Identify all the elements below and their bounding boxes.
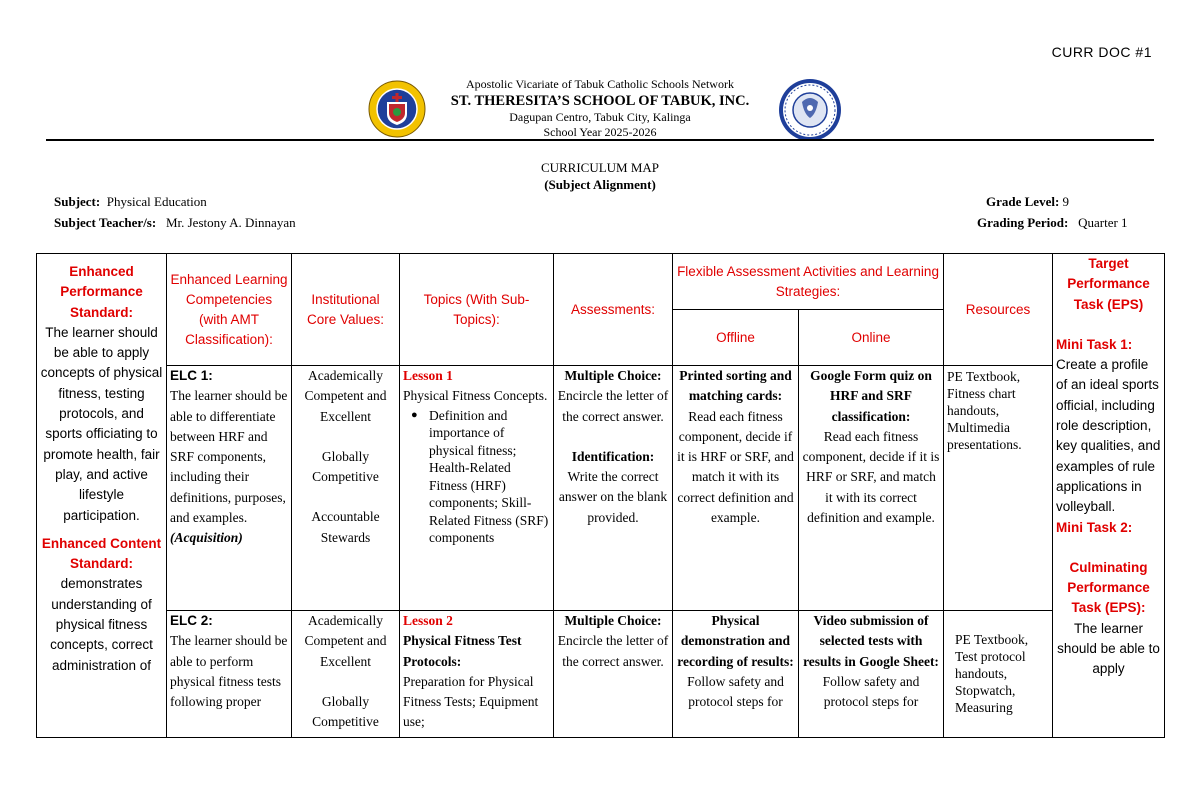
subtopic-text: Preparation for Physical Fitness Tests; Equipment use; bbox=[403, 673, 539, 730]
offline-cell bbox=[673, 366, 799, 611]
topic-title: Physical Fitness Test Protocols: bbox=[403, 633, 522, 669]
subtopic-list bbox=[403, 407, 550, 547]
assessment-text: Write the correct answer on the blank provided. bbox=[558, 469, 668, 525]
elc-label: ELC 1: bbox=[170, 368, 213, 383]
offline-activity-text: Follow safety and protocol steps for bbox=[687, 673, 784, 710]
teacher-label: Subject Teacher/s: bbox=[54, 215, 157, 230]
curriculum-map-table bbox=[36, 253, 1165, 738]
mini-task-2-label: Mini Task 2: bbox=[1056, 519, 1133, 535]
offline-activity-label: Printed sorting and matching cards: bbox=[679, 368, 792, 404]
school-address: Dagupan Centro, Tabuk City, Kalinga bbox=[509, 110, 691, 124]
subtopic-item: ● Definition and importance of physical fitness; Health-Related Fitness (HRF) components; Skill-Related Fitness (SRF) components bbox=[429, 407, 550, 547]
header-flexible: Flexible Assessment Activities and Learning Strategies: bbox=[673, 254, 944, 310]
online-activity-text: Follow safety and protocol steps for bbox=[822, 673, 920, 710]
core-value: Academically Competent and Excellent bbox=[304, 368, 387, 424]
online-activity-label: Video submission of selected tests with results in Google Sheet: bbox=[803, 613, 939, 669]
table-row bbox=[37, 366, 1165, 611]
teacher-line bbox=[54, 214, 296, 232]
topics-cell bbox=[400, 366, 554, 611]
resources-text: PE Textbook, Fitness chart handouts, Multimedia presentations. bbox=[947, 369, 1022, 452]
document-subtitle: (Subject Alignment) bbox=[544, 177, 656, 192]
assessment-text: Encircle the letter of the correct answer. bbox=[557, 633, 669, 669]
core-value: Accountable Stewards bbox=[311, 509, 380, 545]
assessment-label: Multiple Choice: bbox=[564, 368, 662, 383]
topic-title: Physical Fitness Concepts. bbox=[403, 388, 548, 404]
header-offline: Offline bbox=[673, 310, 799, 366]
competency-cell bbox=[167, 366, 292, 611]
assessments-cell bbox=[554, 611, 673, 738]
assessment-text: Encircle the letter of the correct answer. bbox=[557, 388, 669, 424]
subject-line bbox=[54, 193, 207, 211]
mini-task-1-text: Create a profile of an ideal sports official, including role description, key qualities, and examples of rule applications in volleyball. bbox=[1056, 357, 1161, 515]
header-assessments: Assessments: bbox=[554, 254, 673, 366]
grade-label: Grade Level: bbox=[986, 194, 1060, 209]
teacher-value: Mr. Jestony A. Dinnayan bbox=[165, 215, 296, 230]
header-competencies: Enhanced Learning Competencies (with AMT Classification): bbox=[167, 254, 292, 366]
school-name: ST. THERESITA’S SCHOOL OF TABUK, INC. bbox=[450, 93, 750, 109]
target-task-cell bbox=[1053, 254, 1165, 738]
period-line bbox=[977, 214, 1128, 232]
core-values-cell bbox=[292, 366, 400, 611]
school-header bbox=[400, 77, 800, 140]
amt-classification: (Acquisition) bbox=[170, 530, 243, 546]
header-topics: Topics (With Sub-Topics): bbox=[400, 254, 554, 366]
eps-label: Enhanced Performance Standard: bbox=[60, 264, 143, 320]
grade-value: 9 bbox=[1062, 194, 1070, 209]
offline-activity-text: Read each fitness component, decide if it is HRF or SRF, and match it with its correct definition and example. bbox=[677, 408, 794, 526]
competency-cell bbox=[167, 611, 292, 738]
grade-line bbox=[986, 193, 1069, 211]
lesson-label: Lesson 1 bbox=[403, 368, 453, 383]
assessment-label: Multiple Choice: bbox=[564, 613, 662, 628]
core-value: Globally Competitive bbox=[312, 448, 379, 485]
resources-cell bbox=[944, 366, 1053, 611]
assessment-label: Identification: bbox=[571, 448, 655, 464]
lesson-label: Lesson 2 bbox=[403, 613, 453, 628]
table-row bbox=[37, 611, 1165, 738]
offline-activity-label: Physical demonstration and recording of results: bbox=[677, 613, 794, 669]
header-core-values: Institutional Core Values: bbox=[292, 254, 400, 366]
core-value: Globally Competitive bbox=[312, 693, 379, 730]
target-header: Target Performance Task (EPS) bbox=[1067, 256, 1150, 312]
offline-cell bbox=[673, 611, 799, 738]
online-cell bbox=[799, 611, 944, 738]
subject-value: Physical Education bbox=[106, 194, 207, 209]
elc-text: The learner should be able to perform physical fitness tests following proper bbox=[170, 633, 288, 710]
period-label: Grading Period: bbox=[977, 215, 1069, 230]
core-values-cell bbox=[292, 611, 400, 738]
elc-text: The learner should be able to differentiate between HRF and SRF components, including their definitions, purposes, and examples. bbox=[170, 388, 288, 526]
ecs-label: Enhanced Content Standard: bbox=[41, 535, 162, 572]
document-title: CURRICULUM MAP bbox=[540, 160, 660, 175]
resources-cell bbox=[944, 611, 1053, 738]
document-code: CURR DOC #1 bbox=[1051, 44, 1152, 60]
subject-label: Subject: bbox=[54, 194, 101, 209]
assessments-cell bbox=[554, 366, 673, 611]
network-name: Apostolic Vicariate of Tabuk Catholic Schools Network bbox=[466, 77, 734, 91]
mini-task-1-label: Mini Task 1: bbox=[1056, 336, 1133, 352]
online-activity-label: Google Form quiz on HRF and SRF classification: bbox=[810, 368, 932, 424]
online-activity-text: Read each fitness component, decide if it is HRF or SRF, and match it with its correct definition and example. bbox=[802, 428, 940, 526]
school-year: School Year 2025-2026 bbox=[543, 125, 657, 139]
period-value: Quarter 1 bbox=[1078, 215, 1128, 230]
header-resources: Resources bbox=[944, 254, 1053, 366]
culminating-text: The learner should be able to apply bbox=[1057, 620, 1160, 677]
document-title-block bbox=[0, 159, 1200, 193]
standards-cell bbox=[37, 254, 167, 738]
culminating-label: Culminating Performance Task (EPS): bbox=[1067, 559, 1150, 616]
ecs-text: demonstrates understanding of physical fitness concepts, correct administration of bbox=[50, 576, 153, 673]
header-online: Online bbox=[799, 310, 944, 366]
topics-cell bbox=[400, 611, 554, 738]
core-value: Academically Competent and Excellent bbox=[304, 613, 387, 669]
online-cell bbox=[799, 366, 944, 611]
resources-text: PE Textbook, Test protocol handouts, Stopwatch, Measuring bbox=[955, 632, 1029, 715]
eps-text: The learner should be able to apply concepts of physical fitness, testing protocols, and sports officiating to promote health, fair play, and active lifestyle participation. bbox=[40, 324, 163, 523]
header-divider bbox=[46, 139, 1154, 141]
elc-label: ELC 2: bbox=[170, 613, 213, 628]
